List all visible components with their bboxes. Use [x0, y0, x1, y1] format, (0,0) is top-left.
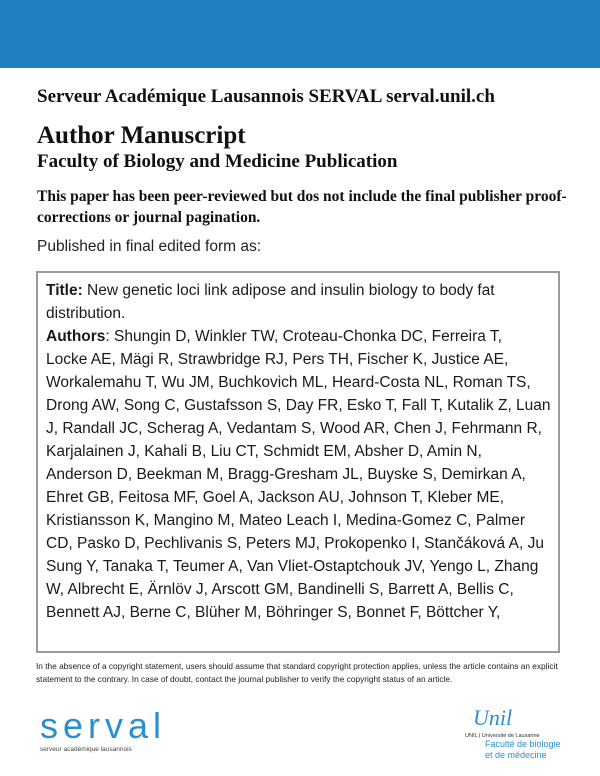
unil-name: UNIL | Université de Lausanne [465, 733, 540, 739]
serval-tagline: serveur académique lausannois [40, 746, 132, 753]
authors-label: Authors [46, 328, 106, 345]
authors-line: Drong AW, Song C, Gustafsson S, Day FR, Esko T, Fall T, Kutalik Z, Luan [46, 397, 551, 414]
authors-line: Bennett AJ, Berne C, Blüher M, Böhringer S, Bonnet F, Böttcher Y, [46, 604, 501, 621]
serval-logo [40, 705, 167, 753]
authors-line: Sung Y, Tanaka T, Teumer A, Van Vliet-Ostaptchouk JV, Yengo L, Zhang [46, 558, 539, 575]
title-line [46, 279, 550, 302]
authors-line: CD, Pasko D, Pechlivanis S, Peters MJ, Prokopenko I, Stančáková A, Ju [46, 535, 544, 552]
authors-line: Karjalainen J, Kahali B, Liu CT, Schmidt EM, Absher D, Amin N, [46, 443, 482, 460]
title-text: New genetic loci link adipose and insulin biology to body fat [82, 282, 495, 299]
unil-logo [465, 705, 561, 761]
header-banner [0, 0, 600, 68]
authors-line [46, 325, 550, 348]
copyright-notice: In the absence of a copyright statement, users should assume that standard copyright protection applies, unless the article contains an explicit statement to the contrary. In case of doubt, contact the journal publisher to verify the copyright status of an article. [36, 661, 558, 684]
authors-line: W, Albrecht E, Ärnlöv J, Arscott GM, Bandinelli S, Barrett A, Bellis C, [46, 581, 514, 598]
citation-box [36, 271, 560, 653]
authors-line: Kristiansson K, Mangino M, Mateo Leach I, Medina-Gomez C, Palmer [46, 512, 525, 529]
peer-review-note: This paper has been peer-reviewed but dos not include the final publisher proof-corrections or journal pagination. [37, 188, 567, 226]
authors-line: Workalemahu T, Wu JM, Buchkovich ML, Heard-Costa NL, Roman TS, [46, 374, 531, 391]
faculty-subtitle: Faculty of Biology and Medicine Publication [37, 151, 398, 172]
published-label: Published in final edited form as: [37, 238, 262, 255]
unil-faculty: et de médecine [485, 750, 547, 760]
repository-line: Serveur Académique Lausannois SERVAL serval.unil.ch [37, 86, 495, 107]
authors-line: Ehret GB, Feitosa MF, Goel A, Jackson AU, Johnson T, Kleber ME, [46, 489, 505, 506]
unil-signature: Unil [473, 705, 513, 730]
title-label: Title: [46, 282, 83, 299]
authors-text: : Shungin D, Winkler TW, Croteau-Chonka DC, Ferreira T, [105, 328, 502, 345]
authors-line: Locke AE, Mägi R, Strawbridge RJ, Pers TH, Fischer K, Justice AE, [46, 351, 509, 368]
serval-logo-text: serval [40, 705, 167, 746]
authors-line: J, Randall JC, Scherag A, Vedantam S, Wood AR, Chen J, Fehrmann R, [46, 420, 542, 437]
unil-faculty: Faculté de biologie [485, 739, 561, 749]
page-title: Author Manuscript [37, 122, 246, 149]
title-line: distribution. [46, 305, 126, 322]
authors-line: Anderson D, Beekman M, Bragg-Gresham JL, Buyske S, Demirkan A, [46, 466, 526, 483]
